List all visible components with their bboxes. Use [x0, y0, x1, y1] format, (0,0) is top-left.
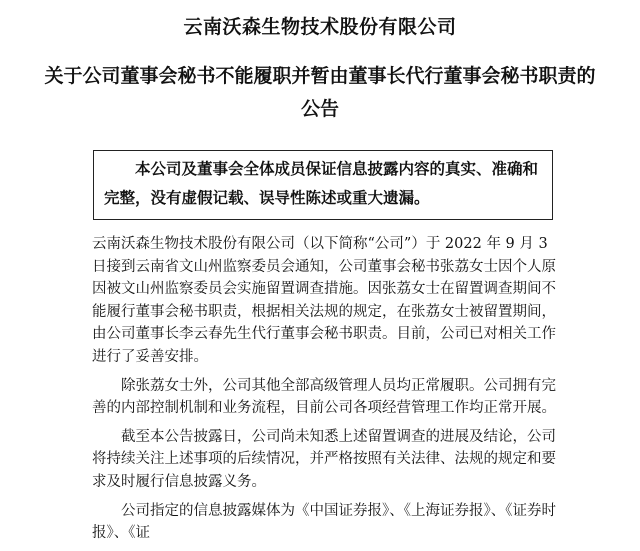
body-paragraph: 公司指定的信息披露媒体为《中国证券报》、《上海证券报》、《证券时报》、《证 [92, 502, 556, 542]
body-paragraph: 截至本公告披露日，公司尚未知悉上述留置调查的进展及结论，公司将持续关注上述事项的后续情况，并严格按照有关法律、法规的规定和要求及时履行信息披露义务。 [92, 428, 556, 490]
disclaimer-notice-box: 本公司及董事会全体成员保证信息披露内容的真实、准确和完整，没有虚假记载、误导性陈述或重大遗漏。 [93, 150, 553, 220]
company-name: 云南沃森生物技术股份有限公司 [183, 16, 457, 38]
body-paragraph: 云南沃森生物技术股份有限公司（以下简称“公司”）于 2022 年 9 月 3 日接到云南省文山州监察委员会通知，公司董事会秘书张荔女士因个人原因被文山州监察委员会实施留置调查措施。因张荔女士在留置调查期间不能履行董事会秘书职责，根据相关法规的规定，在张荔女士被留置期间，由公司董事长李云春先生代行董事会秘书职责。目前，公司已对相关工作进行了妥善安排。 [92, 236, 556, 365]
announcement-body [92, 233, 562, 551]
announcement-title: 关于公司董事会秘书不能履职并暂由董事长代行董事会秘书职责的公告 [44, 65, 596, 120]
body-paragraph: 除张荔女士外，公司其他全部高级管理人员均正常履职。公司拥有完善的内部控制机制和业务流程，目前公司各项经营管理工作均正常开展。 [92, 377, 556, 417]
